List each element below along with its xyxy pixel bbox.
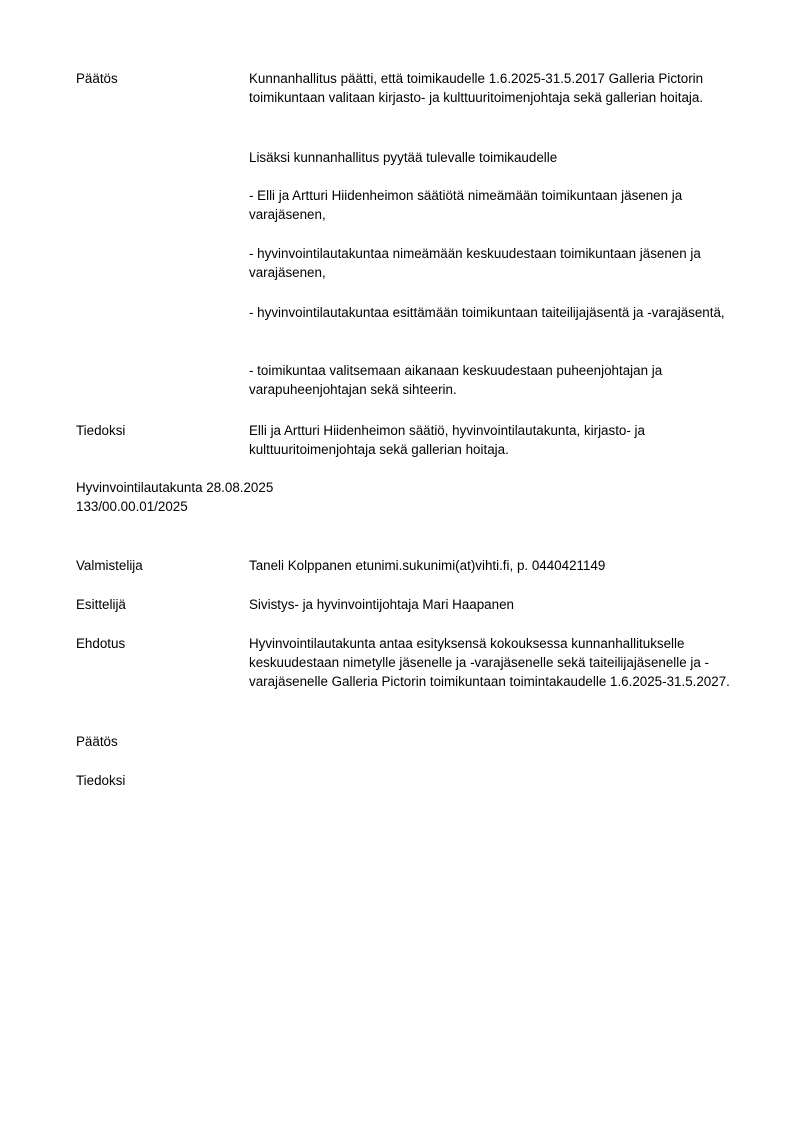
paatos-paragraph: - hyvinvointilautakuntaa nimeämään keskuudestaan toimikuntaan jäsenen ja varajäsenen,: [249, 246, 701, 280]
tiedoksi-label: Tiedoksi: [76, 423, 126, 438]
paatos-label: Päätös: [76, 71, 118, 86]
meeting-title: Hyvinvointilautakunta 28.08.2025: [76, 480, 274, 495]
tiedoksi-content: Elli ja Artturi Hiidenheimon säätiö, hyvinvointilautakunta, kirjasto- ja kulttuuritoimenjohtaja sekä gallerian hoitaja.: [249, 423, 645, 457]
esittelija-label: Esittelijä: [76, 597, 126, 612]
paatos-paragraph: - Elli ja Artturi Hiidenheimon säätiötä nimeämään toimikuntaan jäsenen ja varajäsenen,: [249, 188, 683, 222]
tiedoksi-label-2: Tiedoksi: [76, 773, 126, 788]
paatos-paragraph: - toimikuntaa valitsemaan aikanaan keskuudestaan puheenjohtajan ja varapuheenjohtajan sekä sihteerin.: [249, 363, 663, 397]
esittelija-content: Sivistys- ja hyvinvointijohtaja Mari Haapanen: [249, 597, 514, 612]
paatos-paragraph: Kunnanhallitus päätti, että toimikaudelle 1.6.2025-31.5.2017 Galleria Pictorin toimikuntaan valitaan kirjasto- ja kulttuuritoimenjohtaja sekä gallerian hoitaja.: [249, 71, 704, 105]
valmistelija-content: Taneli Kolppanen etunimi.sukunimi(at)vihti.fi, p. 0440421149: [249, 558, 606, 573]
paatos-paragraph: - hyvinvointilautakuntaa esittämään toimikuntaan taiteilijajäsentä ja -varajäsentä,: [249, 305, 725, 320]
valmistelija-label: Valmistelija: [76, 558, 143, 573]
ehdotus-content: Hyvinvointilautakunta antaa esityksensä kokouksessa kunnanhallitukselle keskuudestaan nimetylle jäsenelle ja -varajäsenelle sekä taiteilijajäsenelle ja -varajäsenelle Galleria Pictorin toimikuntaan toimintakaudelle 1.6.2025-31.5.2027.: [249, 636, 730, 689]
meeting-number: 133/00.00.01/2025: [76, 499, 188, 514]
paatos-paragraph: Lisäksi kunnanhallitus pyytää tulevalle toimikaudelle: [249, 150, 558, 165]
ehdotus-label: Ehdotus: [76, 636, 126, 651]
paatos-label-2: Päätös: [76, 734, 118, 749]
